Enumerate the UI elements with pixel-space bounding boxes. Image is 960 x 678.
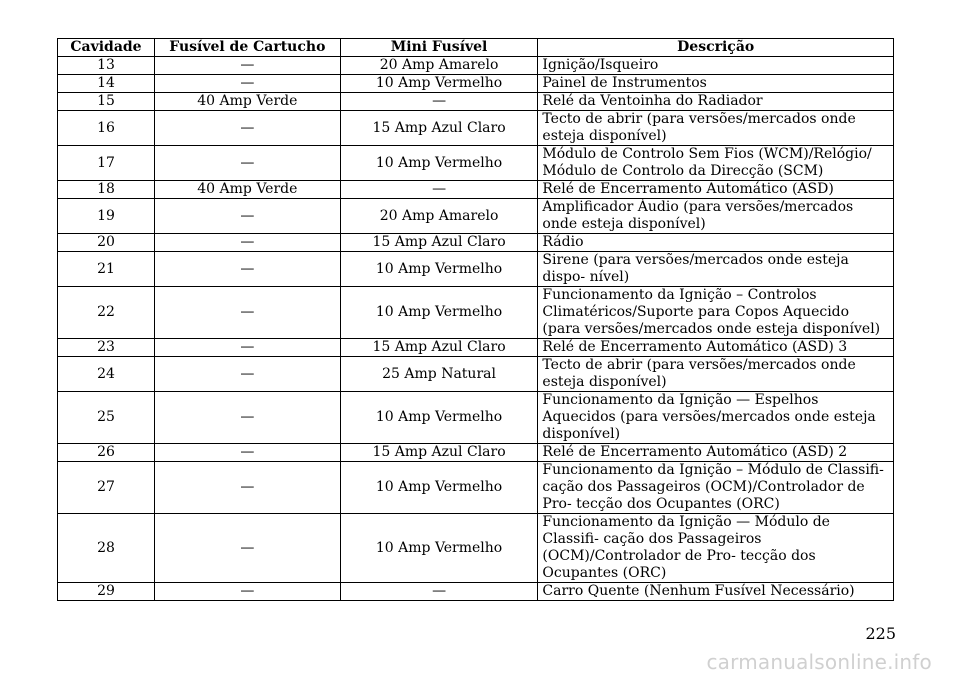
mini-fuse-cell: 10 Amp Vermelho (340, 146, 538, 181)
cartridge-fuse-cell: — (154, 146, 340, 181)
description-cell: Relé de Encerramento Automático (ASD) 3 (538, 339, 894, 357)
mini-fuse-cell: 25 Amp Natural (340, 357, 538, 392)
cartridge-fuse-cell: — (154, 57, 340, 75)
description-cell: Funcionamento da Ignição — Espelhos Aquecidos (para versões/mercados onde esteja disponível) (538, 392, 894, 444)
cartridge-fuse-cell: — (154, 234, 340, 252)
table-row (58, 514, 894, 583)
description-cell: Relé da Ventoinha do Radiador (538, 93, 894, 111)
header-mini-fuse: Mini Fusível (340, 39, 538, 57)
table-row (58, 181, 894, 199)
mini-fuse-cell: 15 Amp Azul Claro (340, 234, 538, 252)
table-row (58, 146, 894, 181)
cavity-cell: 18 (58, 181, 155, 199)
cavity-cell: 22 (58, 287, 155, 339)
table-row (58, 392, 894, 444)
description-cell: Rádio (538, 234, 894, 252)
cartridge-fuse-cell: — (154, 111, 340, 146)
description-cell: Amplificador Áudio (para versões/mercados onde esteja disponível) (538, 199, 894, 234)
cartridge-fuse-cell: — (154, 462, 340, 514)
table-row (58, 339, 894, 357)
cartridge-fuse-cell: — (154, 75, 340, 93)
mini-fuse-cell: 10 Amp Vermelho (340, 287, 538, 339)
mini-fuse-cell: 10 Amp Vermelho (340, 462, 538, 514)
cartridge-fuse-cell: — (154, 252, 340, 287)
table-row (58, 234, 894, 252)
cartridge-fuse-cell: — (154, 199, 340, 234)
cavity-cell: 28 (58, 514, 155, 583)
description-cell: Painel de Instrumentos (538, 75, 894, 93)
cavity-cell: 23 (58, 339, 155, 357)
cavity-cell: 19 (58, 199, 155, 234)
cartridge-fuse-cell: — (154, 339, 340, 357)
cartridge-fuse-cell: — (154, 514, 340, 583)
description-cell: Módulo de Controlo Sem Fios (WCM)/Relógio/ Módulo de Controlo da Direcção (SCM) (538, 146, 894, 181)
cavity-cell: 15 (58, 93, 155, 111)
mini-fuse-cell: 20 Amp Amarelo (340, 199, 538, 234)
cavity-cell: 25 (58, 392, 155, 444)
mini-fuse-cell: 10 Amp Vermelho (340, 252, 538, 287)
cavity-cell: 26 (58, 444, 155, 462)
cavity-cell: 16 (58, 111, 155, 146)
table-row (58, 462, 894, 514)
table-row (58, 111, 894, 146)
page-number: 225 (865, 624, 896, 643)
table-row (58, 583, 894, 601)
fuse-table (57, 38, 894, 601)
description-cell: Relé de Encerramento Automático (ASD) 2 (538, 444, 894, 462)
table-row (58, 252, 894, 287)
cavity-cell: 21 (58, 252, 155, 287)
header-description: Descrição (538, 39, 894, 57)
mini-fuse-cell: — (340, 181, 538, 199)
cartridge-fuse-cell: — (154, 287, 340, 339)
table-row (58, 75, 894, 93)
description-cell: Ignição/Isqueiro (538, 57, 894, 75)
description-cell: Funcionamento da Ignição – Controlos Climatéricos/Suporte para Copos Aquecido (para versões/mercados onde esteja disponível) (538, 287, 894, 339)
cartridge-fuse-cell: 40 Amp Verde (154, 181, 340, 199)
mini-fuse-cell: 15 Amp Azul Claro (340, 339, 538, 357)
table-row (58, 199, 894, 234)
header-cavity: Cavidade (58, 39, 155, 57)
cartridge-fuse-cell: — (154, 583, 340, 601)
description-cell: Funcionamento da Ignição – Módulo de Classifi- cação dos Passageiros (OCM)/Controlador de Pro- tecção dos Ocupantes (ORC) (538, 462, 894, 514)
table-row (58, 57, 894, 75)
cartridge-fuse-cell: — (154, 444, 340, 462)
mini-fuse-cell: 20 Amp Amarelo (340, 57, 538, 75)
mini-fuse-cell: 15 Amp Azul Claro (340, 111, 538, 146)
table-row (58, 444, 894, 462)
cavity-cell: 14 (58, 75, 155, 93)
cavity-cell: 17 (58, 146, 155, 181)
table-row (58, 93, 894, 111)
header-cartridge-fuse: Fusível de Cartucho (154, 39, 340, 57)
description-cell: Funcionamento da Ignição — Módulo de Classifi- cação dos Passageiros (OCM)/Controlador de Pro- tecção dos Ocupantes (ORC) (538, 514, 894, 583)
description-cell: Tecto de abrir (para versões/mercados onde esteja disponível) (538, 357, 894, 392)
cavity-cell: 29 (58, 583, 155, 601)
table-row (58, 357, 894, 392)
cartridge-fuse-cell: — (154, 357, 340, 392)
description-cell: Relé de Encerramento Automático (ASD) (538, 181, 894, 199)
mini-fuse-cell: 10 Amp Vermelho (340, 392, 538, 444)
description-cell: Sirene (para versões/mercados onde esteja dispo- nível) (538, 252, 894, 287)
mini-fuse-cell: — (340, 583, 538, 601)
mini-fuse-cell: 10 Amp Vermelho (340, 75, 538, 93)
header-row (58, 39, 894, 57)
cavity-cell: 13 (58, 57, 155, 75)
table-row (58, 287, 894, 339)
fuse-table-body (58, 57, 894, 601)
mini-fuse-cell: 10 Amp Vermelho (340, 514, 538, 583)
watermark-logo: carmanualsonline.info (706, 650, 932, 674)
cavity-cell: 27 (58, 462, 155, 514)
mini-fuse-cell: 15 Amp Azul Claro (340, 444, 538, 462)
description-cell: Carro Quente (Nenhum Fusível Necessário) (538, 583, 894, 601)
cartridge-fuse-cell: — (154, 392, 340, 444)
mini-fuse-cell: — (340, 93, 538, 111)
description-cell: Tecto de abrir (para versões/mercados onde esteja disponível) (538, 111, 894, 146)
cavity-cell: 24 (58, 357, 155, 392)
cartridge-fuse-cell: 40 Amp Verde (154, 93, 340, 111)
cavity-cell: 20 (58, 234, 155, 252)
